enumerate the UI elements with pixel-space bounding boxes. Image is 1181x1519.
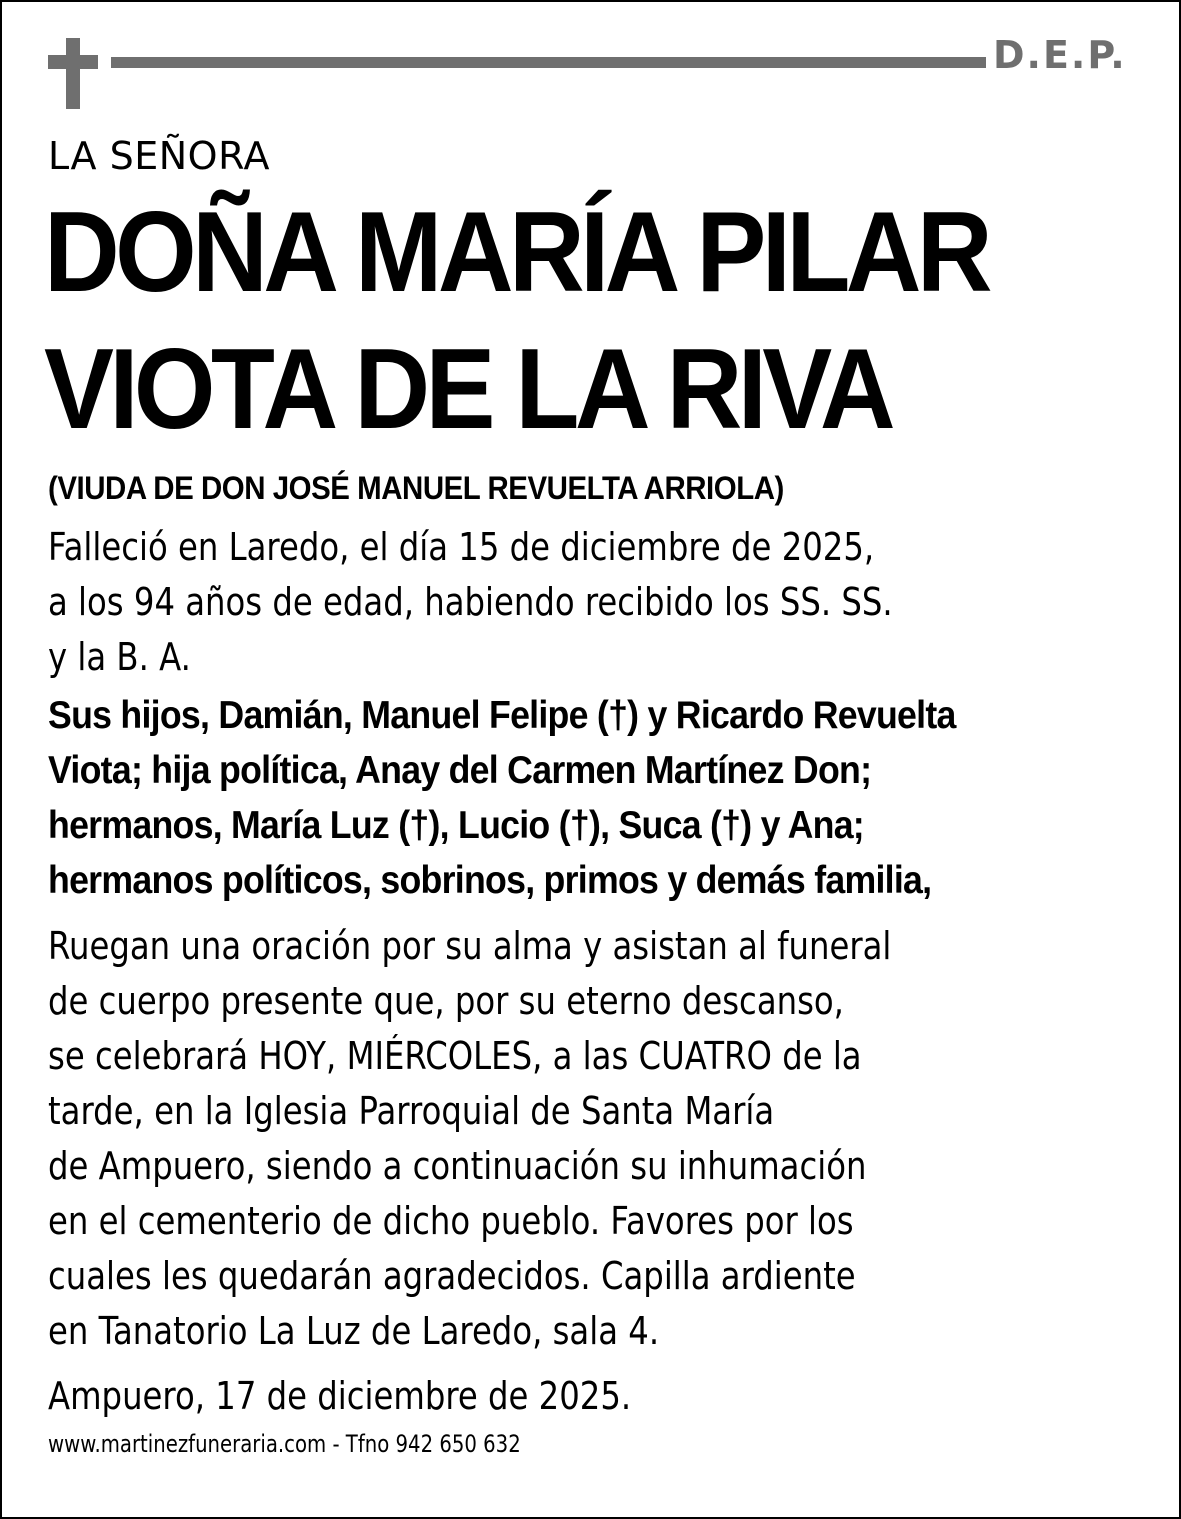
request-line: de Ampuero, siendo a continuación su inhumación bbox=[48, 1144, 867, 1188]
death-line: Falleció en Laredo, el día 15 de diciembre de 2025, bbox=[48, 525, 875, 569]
place-date: Ampuero, 17 de diciembre de 2025. bbox=[48, 1374, 632, 1418]
family-line: Viota; hija política, Anay del Carmen Martínez Don; bbox=[48, 749, 872, 792]
pre-title: LA SEÑORA bbox=[48, 134, 270, 178]
family-line: hermanos, María Luz (†), Lucio (†), Suca (†) y Ana; bbox=[48, 804, 864, 847]
request-line: cuales les quedarán agradecidos. Capilla ardiente bbox=[48, 1254, 856, 1298]
dep-label: D.E.P. bbox=[993, 33, 1127, 77]
family-line: hermanos políticos, sobrinos, primos y demás familia, bbox=[48, 859, 932, 902]
request-line: se celebrará HOY, MIÉRCOLES, a las CUATRO de la bbox=[48, 1034, 862, 1078]
header-rule bbox=[111, 57, 986, 68]
footer-contact: www.martinezfuneraria.com - Tfno 942 650 632 bbox=[48, 1430, 521, 1458]
death-line: a los 94 años de edad, habiendo recibido los SS. SS. bbox=[48, 580, 893, 624]
widow-subtitle: (VIUDA DE DON JOSÉ MANUEL REVUELTA ARRIOLA) bbox=[48, 470, 784, 506]
death-line: y la B. A. bbox=[48, 635, 191, 679]
request-line: en el cementerio de dicho pueblo. Favores por los bbox=[48, 1199, 854, 1243]
request-line: tarde, en la Iglesia Parroquial de Santa María bbox=[48, 1089, 775, 1133]
deceased-name-line-2: VIOTA DE LA RIVA bbox=[44, 326, 892, 453]
request-line: de cuerpo presente que, por su eterno descanso, bbox=[48, 979, 844, 1023]
deceased-name-line-1: DOÑA MARÍA PILAR bbox=[44, 189, 989, 316]
request-line: en Tanatorio La Luz de Laredo, sala 4. bbox=[48, 1309, 660, 1353]
family-line: Sus hijos, Damián, Manuel Felipe (†) y Ricardo Revuelta bbox=[48, 694, 956, 737]
request-line: Ruegan una oración por su alma y asistan al funeral bbox=[48, 924, 892, 968]
